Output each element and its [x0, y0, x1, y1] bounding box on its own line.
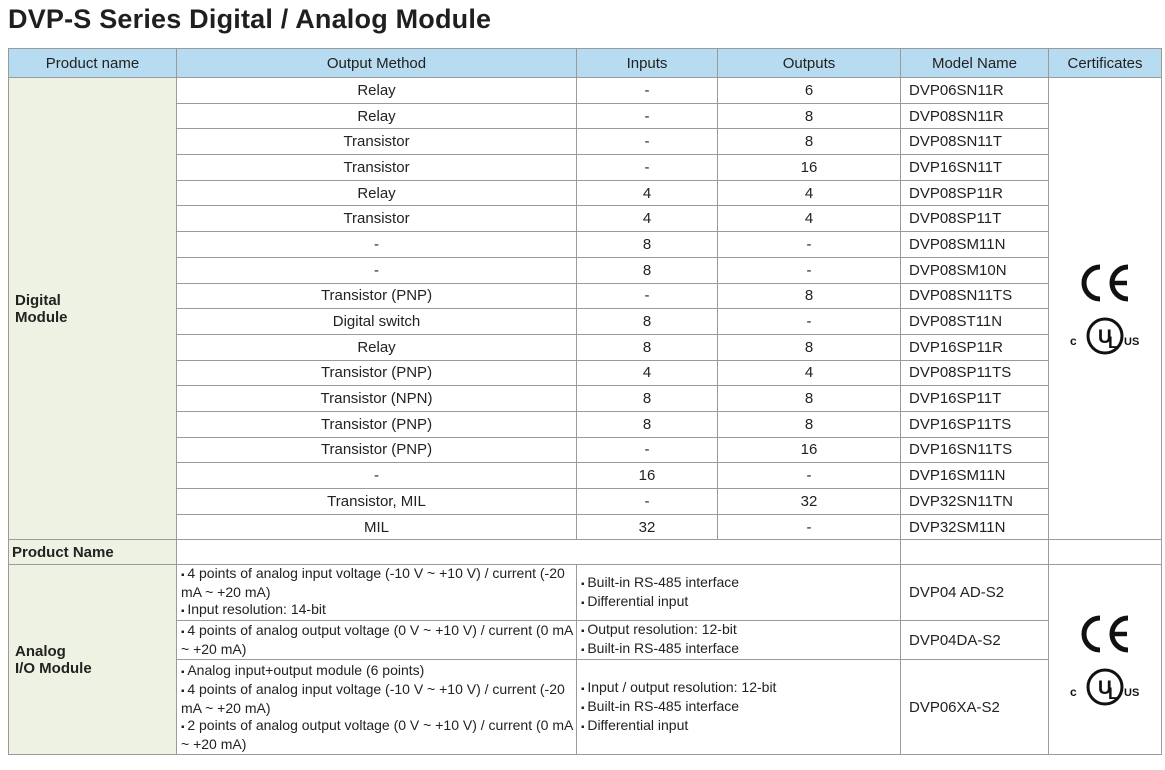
inputs-cell: 16 — [577, 463, 718, 489]
outputs-cell: - — [718, 232, 901, 258]
table-row — [9, 565, 1162, 621]
outputs-cell: - — [718, 463, 901, 489]
svg-text:c: c — [1070, 333, 1077, 348]
output-method-cell: Relay — [177, 180, 577, 206]
category-digital-module — [9, 78, 177, 540]
svg-text:L: L — [1108, 332, 1119, 352]
output-method-cell: Relay — [177, 103, 577, 129]
inputs-cell: - — [577, 489, 718, 515]
inputs-cell: 4 — [577, 206, 718, 232]
spec-item: ▪ 2 points of analog output voltage (0 V ~ +10 V) / current (0 mA ~ +20 mA) — [181, 717, 576, 753]
outputs-cell: 16 — [718, 437, 901, 463]
table-row — [9, 180, 1162, 206]
feature-item: ▪ Built-in RS-485 interface — [581, 640, 900, 659]
svg-text:U: U — [1098, 326, 1112, 348]
output-method-cell: Transistor — [177, 155, 577, 181]
table-row — [9, 660, 1162, 755]
certificate-marks — [1069, 261, 1141, 357]
page-title: DVP-S Series Digital / Analog Module — [8, 4, 492, 34]
inputs-cell: 4 — [577, 360, 718, 386]
output-method-cell: Transistor — [177, 129, 577, 155]
model-name-cell: DVP08SP11T — [901, 206, 1049, 232]
table-row — [9, 103, 1162, 129]
outputs-cell: 8 — [718, 386, 901, 412]
inputs-cell: 8 — [577, 257, 718, 283]
inputs-cell: - — [577, 103, 718, 129]
model-name-cell: DVP16SP11TS — [901, 411, 1049, 437]
spec-item: ▪ 4 points of analog input voltage (-10 V ~ +10 V) / current (-20 mA ~ +20 mA) — [181, 681, 576, 717]
table-row — [9, 463, 1162, 489]
feature-cell — [577, 660, 901, 755]
spec-item: ▪ 4 points of analog input voltage (-10 V ~ +10 V) / current (-20 mA ~ +20 mA) — [181, 565, 576, 601]
spec-cell — [177, 621, 577, 660]
inputs-cell: 8 — [577, 309, 718, 335]
output-method-cell: MIL — [177, 514, 577, 540]
model-name-cell: DVP08SM10N — [901, 257, 1049, 283]
output-method-cell: Transistor (NPN) — [177, 386, 577, 412]
certificates-cell — [1049, 78, 1162, 540]
inputs-cell: - — [577, 155, 718, 181]
model-name-cell: DVP08SN11TS — [901, 283, 1049, 309]
spec-cell — [177, 565, 577, 621]
table-row — [9, 411, 1162, 437]
spec-item: ▪ Input resolution: 14-bit — [181, 601, 576, 620]
model-name-cell: DVP16SM11N — [901, 463, 1049, 489]
output-method-cell: Transistor (PNP) — [177, 411, 577, 437]
model-name-cell: DVP08SN11R — [901, 103, 1049, 129]
feature-item: ▪ Built-in RS-485 interface — [581, 574, 900, 593]
output-method-cell: Transistor, MIL — [177, 489, 577, 515]
svg-text:US: US — [1124, 686, 1140, 699]
outputs-cell: 32 — [718, 489, 901, 515]
outputs-cell: 8 — [718, 334, 901, 360]
table-row — [9, 206, 1162, 232]
table-row — [9, 514, 1162, 540]
model-name-cell: DVP32SM11N — [901, 514, 1049, 540]
output-method-cell: Transistor (PNP) — [177, 283, 577, 309]
inputs-cell: 8 — [577, 334, 718, 360]
inputs-cell: 8 — [577, 232, 718, 258]
table-row — [9, 360, 1162, 386]
model-name-cell: DVP06XA-S2 — [901, 660, 1049, 755]
table-row — [9, 129, 1162, 155]
output-method-cell: Transistor (PNP) — [177, 437, 577, 463]
feature-item: ▪ Input / output resolution: 12-bit — [581, 679, 900, 698]
model-name-cell: DVP06SN11R — [901, 78, 1049, 104]
table-row — [9, 621, 1162, 660]
model-name-cell: DVP32SN11TN — [901, 489, 1049, 515]
output-method-cell: Digital switch — [177, 309, 577, 335]
certificates-cell — [1049, 565, 1162, 755]
product-table — [8, 48, 1162, 755]
ce-mark-icon — [1076, 612, 1134, 656]
output-method-cell: Transistor (PNP) — [177, 360, 577, 386]
svg-text:L: L — [1108, 683, 1119, 703]
outputs-cell: 4 — [718, 206, 901, 232]
table-row — [9, 489, 1162, 515]
spec-item: ▪ 4 points of analog output voltage (0 V ~ +10 V) / current (0 mA ~ +20 mA) — [181, 622, 576, 658]
header-inputs: Inputs — [577, 49, 718, 78]
inputs-cell: - — [577, 78, 718, 104]
outputs-cell: 8 — [718, 103, 901, 129]
outputs-cell: - — [718, 514, 901, 540]
inputs-cell: 32 — [577, 514, 718, 540]
header-certificates: Certificates — [1049, 49, 1162, 78]
spec-cell — [177, 660, 577, 755]
outputs-cell: 8 — [718, 283, 901, 309]
category-label: Analog — [15, 642, 66, 660]
inputs-cell: - — [577, 437, 718, 463]
category-analog-module — [9, 565, 177, 755]
table-row — [9, 155, 1162, 181]
category-label: Module — [15, 308, 68, 326]
table-row — [9, 283, 1162, 309]
feature-cell — [577, 621, 901, 660]
header-model-name: Model Name — [901, 49, 1049, 78]
output-method-cell: - — [177, 463, 577, 489]
svg-text:U: U — [1098, 677, 1112, 699]
output-method-cell: Relay — [177, 334, 577, 360]
table-row — [9, 232, 1162, 258]
inputs-cell: 8 — [577, 411, 718, 437]
ce-mark-icon — [1076, 261, 1134, 305]
model-name-cell: DVP16SP11R — [901, 334, 1049, 360]
table-row — [9, 437, 1162, 463]
model-name-cell: DVP08ST11N — [901, 309, 1049, 335]
model-name-cell: DVP08SM11N — [901, 232, 1049, 258]
header-row — [9, 49, 1162, 78]
outputs-cell: 16 — [718, 155, 901, 181]
output-method-cell: Relay — [177, 78, 577, 104]
spec-item: ▪ Analog input+output module (6 points) — [181, 662, 576, 681]
inputs-cell: - — [577, 129, 718, 155]
output-method-cell: - — [177, 257, 577, 283]
category-label: I/O Module — [15, 659, 92, 677]
model-name-cell: DVP04 AD-S2 — [901, 565, 1049, 621]
outputs-cell: 8 — [718, 129, 901, 155]
outputs-cell: 4 — [718, 360, 901, 386]
product-name-row — [9, 540, 1162, 565]
outputs-cell: 6 — [718, 78, 901, 104]
table-row — [9, 309, 1162, 335]
feature-cell — [577, 565, 901, 621]
outputs-cell: - — [718, 309, 901, 335]
model-name-cell: DVP16SN11T — [901, 155, 1049, 181]
table-row — [9, 78, 1162, 104]
product-name-label: Product Name — [9, 540, 177, 565]
inputs-cell: 8 — [577, 386, 718, 412]
output-method-cell: - — [177, 232, 577, 258]
model-name-cell: DVP08SP11TS — [901, 360, 1049, 386]
outputs-cell: - — [718, 257, 901, 283]
feature-item: ▪ Differential input — [581, 717, 900, 736]
svg-text:c: c — [1070, 684, 1077, 699]
outputs-cell: 8 — [718, 411, 901, 437]
feature-item: ▪ Output resolution: 12-bit — [581, 621, 900, 640]
model-name-cell: DVP08SN11T — [901, 129, 1049, 155]
inputs-cell: 4 — [577, 180, 718, 206]
outputs-cell: 4 — [718, 180, 901, 206]
table-row — [9, 334, 1162, 360]
model-name-cell: DVP16SP11T — [901, 386, 1049, 412]
feature-item: ▪ Built-in RS-485 interface — [581, 698, 900, 717]
category-label: Digital — [15, 291, 61, 309]
output-method-cell: Transistor — [177, 206, 577, 232]
header-outputs: Outputs — [718, 49, 901, 78]
feature-item: ▪ Differential input — [581, 593, 900, 612]
inputs-cell: - — [577, 283, 718, 309]
svg-text:US: US — [1124, 335, 1140, 348]
header-output-method: Output Method — [177, 49, 577, 78]
table-row — [9, 257, 1162, 283]
header-product-name: Product name — [9, 49, 177, 78]
certificate-marks — [1069, 612, 1141, 708]
model-name-cell: DVP04DA-S2 — [901, 621, 1049, 660]
model-name-cell: DVP16SN11TS — [901, 437, 1049, 463]
cul-us-mark-icon — [1069, 315, 1141, 357]
cul-us-mark-icon — [1069, 666, 1141, 708]
table-row — [9, 386, 1162, 412]
model-name-cell: DVP08SP11R — [901, 180, 1049, 206]
